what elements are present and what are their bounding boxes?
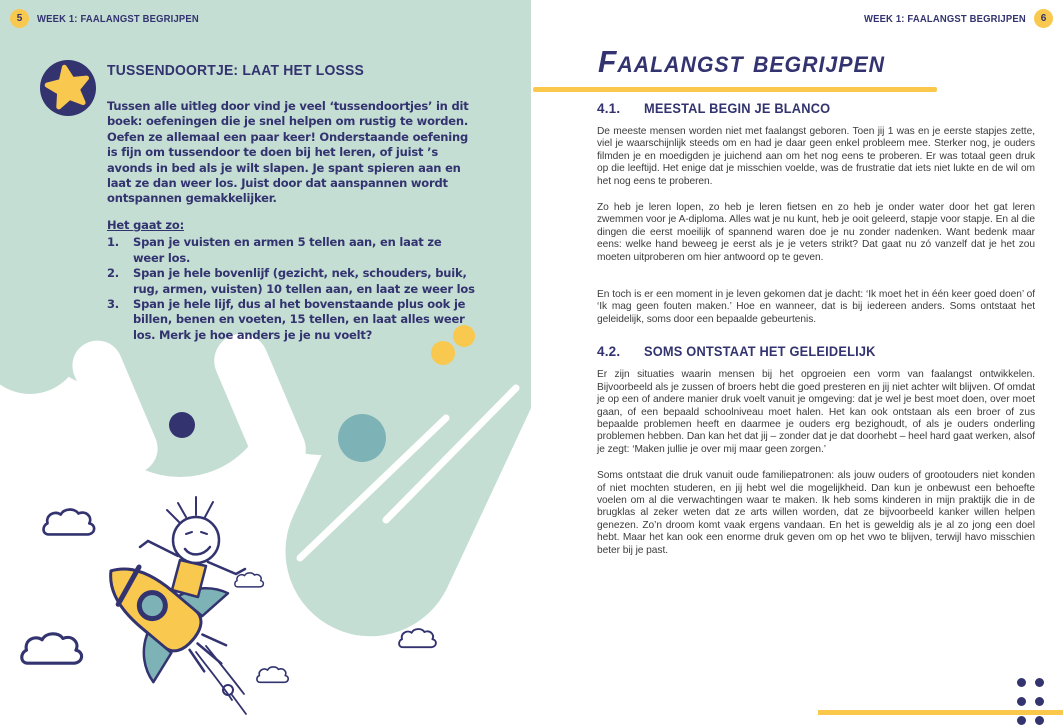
star-icon — [40, 60, 96, 116]
teal-dot-accent — [338, 414, 386, 462]
step-item — [107, 235, 475, 266]
tussendoortje-intro: Tussen alle uitleg door vind je veel ‘tussendoortjes’ in dit boek: oefeningen die je snel helpen om rustig te worden. Oefen ze allemaal een paar keer! Onderstaande oefening is fijn om tussendoor te doen bij het leren, of juist ’s avonds in bed als je wilt slapen. Je spant spieren aan en laat ze dan weer los. Juist door dat aanspannen wordt ontspannen gemakkelijker. — [107, 99, 469, 206]
section-number: 4.2. — [597, 344, 621, 360]
steps-list — [107, 235, 475, 343]
yellow-dot-accent — [431, 341, 455, 365]
page-left-running-header — [10, 9, 217, 28]
dot — [1035, 697, 1044, 706]
dot — [1017, 678, 1026, 687]
page-left — [0, 0, 531, 727]
section-title: SOMS ONTSTAAT HET GELEIDELIJK — [644, 344, 876, 360]
running-header-text: WEEK 1: FAALANGST BEGRIJPEN — [37, 12, 199, 25]
step-text: Span je hele lijf, dus al het bovenstaande plus ook je billen, benen en voeten, 15 tellen, en laat alles weer los. Merk je hoe anders je je nu voelt? — [133, 297, 466, 342]
chapter-title: Faalangst begrijpen — [598, 44, 886, 79]
title-underline — [533, 87, 937, 92]
paragraph: En toch is er een moment in je leven gekomen dat je dacht: ‘Ik moet het in één keer goed doen’ of ‘Ik mag geen fouten maken.’ Hoe en wanneer, dat is bij iedereen anders. Soms ontstaat het geleidelijk, soms door een bepaalde gebeurtenis. — [597, 289, 1035, 325]
chapter-content — [597, 101, 1035, 557]
dots-ornament — [1017, 678, 1044, 725]
section-heading-4-2 — [597, 344, 1035, 359]
step-number: 3. — [107, 297, 119, 312]
step-item — [107, 266, 475, 297]
section-number: 4.1. — [597, 101, 621, 116]
paragraph: Soms ontstaat die druk vanuit oude familiepatronen: als jouw ouders of grootouders niet konden of niet mochten studeren, en jij hebt wel die mogelijkheid. Dan kun je onbewust een behoefte voelen om al die verwachtingen waar te maken. Ik heb soms kinderen in mijn praktijk die in de brugklas al zeker weten dat ze arts willen worden, dat ze bijvoorbeeld kanker willen helpen genezen. Zo’n droom komt vaak ergens vandaan. En het is geweldig als je al zo jong een doel hebt. Maar het kan ook een enorme druk geven om op het vwo te blijven, terwijl havo misschien beter bij je past. — [597, 470, 1035, 556]
steps-label: Het gaat zo: — [107, 218, 184, 232]
rocket-icon — [74, 526, 259, 707]
running-header-text: WEEK 1: FAALANGST BEGRIJPEN — [864, 12, 1026, 25]
dot — [1035, 678, 1044, 687]
step-text: Span je hele bovenlijf (gezicht, nek, schouders, buik, rug, armen, vuisten) 10 tellen aan, en laat ze weer los — [133, 266, 475, 296]
page-number-badge: 6 — [1034, 9, 1053, 28]
step-number: 1. — [107, 235, 119, 250]
dot — [1017, 697, 1026, 706]
dot — [1035, 716, 1044, 725]
page-number-badge: 5 — [10, 9, 29, 28]
paragraph: De meeste mensen worden niet met faalangst geboren. Toen jij 1 was en je eerste stapjes zette, viel je waarschijnlijk steeds om en had je daar geen enkel probleem mee. Sterker nog, je ouders filmden je en moedigden je juichend aan om het nog eens te proberen. Er was totaal geen druk op die leeftijd. Het enige dat je misschien voelde, was de frustratie dat iets niet lukte en de wil om het nog eens te proberen. — [597, 126, 1035, 187]
dot — [1017, 716, 1026, 725]
section-heading-4-1 — [597, 101, 1035, 116]
step-item — [107, 297, 475, 343]
star-badge — [40, 60, 96, 116]
navy-dot-accent — [169, 412, 195, 438]
step-number: 2. — [107, 266, 119, 281]
tussendoortje-title: TUSSENDOORTJE: LAAT HET LOSSS — [107, 62, 365, 79]
paragraph: Zo heb je leren lopen, zo heb je leren fietsen en zo heb je onder water door het gat leren zwemmen voor je A-diploma. Alles wat je nu kunt, heb je ooit geleerd, stapje voor stapje. En al die dingen die eerst moeilijk of spannend waren doe je nu zonder nadenken. Want bedenk maar eens: welke hand beweeg je eerst als je je veters strikt? Dat gaat nu zó vanzelf dat je het zou moeten uitproberen om hier antwoord op te geven. — [597, 202, 1035, 263]
paragraph: Er zijn situaties waarin mensen bij het opgroeien een vorm van faalangst ontwikkelen. Bijvoorbeeld als je zussen of broers hebt die goed presteren en jij niet achter wilt blijven. Of omdat je op een of andere manier druk voelt vanuit je omgeving: dat je wel je best moet doen, over moet gaan, of een bepaald schoolniveau moet halen. Het kan ook ontstaan als een broer of zus bepaalde problemen heeft en daarmee je ouders erg bezighoudt, of als je ouders onderling problemen hebben. Dan kan het dat jij – zonder dat je dat doorhebt – heel hard gaat werken, alsof je zegt: ‘Maken jullie je over mij maar geen zorgen.’ — [597, 369, 1035, 455]
section-title: MEESTAL BEGIN JE BLANCO — [644, 101, 831, 116]
page-right — [531, 0, 1063, 727]
step-text: Span je vuisten en armen 5 tellen aan, en laat ze weer los. — [133, 235, 442, 265]
page-right-running-header — [846, 9, 1053, 28]
steps-block — [107, 218, 475, 343]
